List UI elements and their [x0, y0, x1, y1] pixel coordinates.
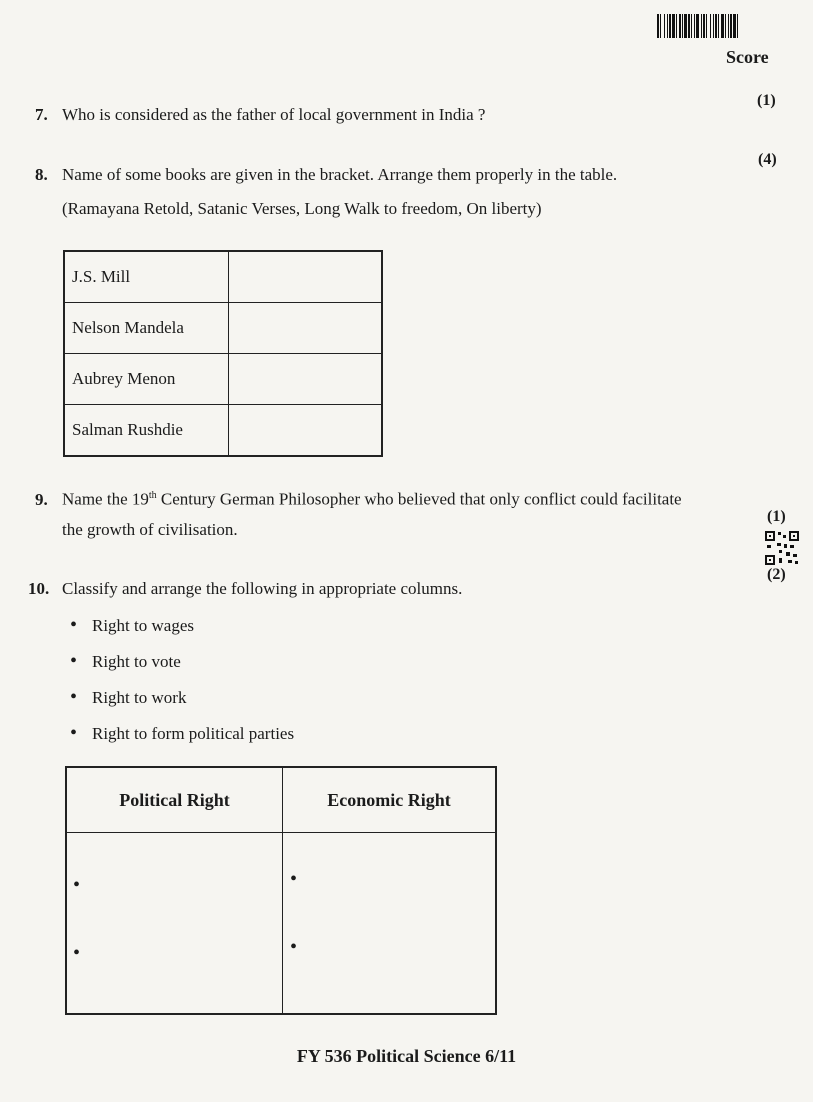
question-8-number: 8.: [35, 165, 48, 184]
bullet: •: [73, 942, 81, 964]
answer-cell[interactable]: [229, 405, 383, 457]
economic-answer-cell[interactable]: [283, 833, 497, 1015]
table-row: [64, 354, 382, 405]
question-8: [35, 164, 617, 186]
barcode: [657, 14, 781, 38]
list-item: • Right to vote: [70, 650, 294, 686]
question-10-marks: (2): [767, 566, 786, 583]
author-cell: Nelson Mandela: [64, 303, 229, 354]
list-item: • Right to form political parties: [70, 722, 294, 758]
bullet: •: [73, 874, 81, 896]
table-row: [64, 405, 382, 457]
rights-list: [70, 614, 294, 758]
barcode-bar: [738, 14, 740, 38]
list-item: • Right to work: [70, 686, 294, 722]
books-table: [63, 250, 383, 457]
author-cell: Aubrey Menon: [64, 354, 229, 405]
question-9-marks: (1): [767, 508, 786, 525]
qr-code-icon: [764, 530, 800, 566]
author-cell: J.S. Mill: [64, 251, 229, 303]
answer-cell[interactable]: [229, 303, 383, 354]
table-header-row: [66, 767, 496, 833]
question-10-text: Classify and arrange the following in appropriate columns.: [62, 579, 463, 598]
question-9-text-cont: Century German Philosopher who believed that only conflict could facilitate: [156, 489, 682, 509]
question-7-text: Who is considered as the father of local government in India ?: [62, 105, 486, 124]
question-7: [35, 104, 485, 126]
score-label: Score: [726, 47, 769, 67]
question-8-text: Name of some books are given in the bracket. Arrange them properly in the table.: [62, 165, 618, 184]
question-7-number: 7.: [35, 105, 48, 124]
question-7-marks: (1): [757, 92, 776, 109]
table-row: [66, 833, 496, 1015]
column-header-economic: Economic Right: [283, 767, 497, 833]
question-9: [35, 485, 682, 511]
question-10: [28, 578, 462, 600]
question-8-marks: (4): [758, 151, 777, 168]
page-footer: FY 536 Political Science 6/11: [296, 1046, 517, 1066]
bullet: •: [290, 936, 298, 958]
bullet: •: [290, 868, 298, 890]
table-row: [64, 303, 382, 354]
question-8-options: (Ramayana Retold, Satanic Verses, Long Walk to freedom, On liberty): [62, 199, 542, 218]
question-9-line2: the growth of civilisation.: [62, 520, 238, 539]
list-item: • Right to wages: [70, 614, 294, 650]
column-header-political: Political Right: [66, 767, 283, 833]
answer-cell[interactable]: [229, 251, 383, 303]
author-cell: Salman Rushdie: [64, 405, 229, 457]
answer-cell[interactable]: [229, 354, 383, 405]
question-9-superscript: th: [148, 490, 157, 501]
table-row: [64, 251, 382, 303]
political-answer-cell[interactable]: [66, 833, 283, 1015]
rights-table: [65, 766, 497, 1015]
question-10-number: 10.: [28, 579, 50, 598]
question-9-text: Name the 19: [62, 489, 149, 509]
question-9-number: 9.: [35, 489, 48, 509]
